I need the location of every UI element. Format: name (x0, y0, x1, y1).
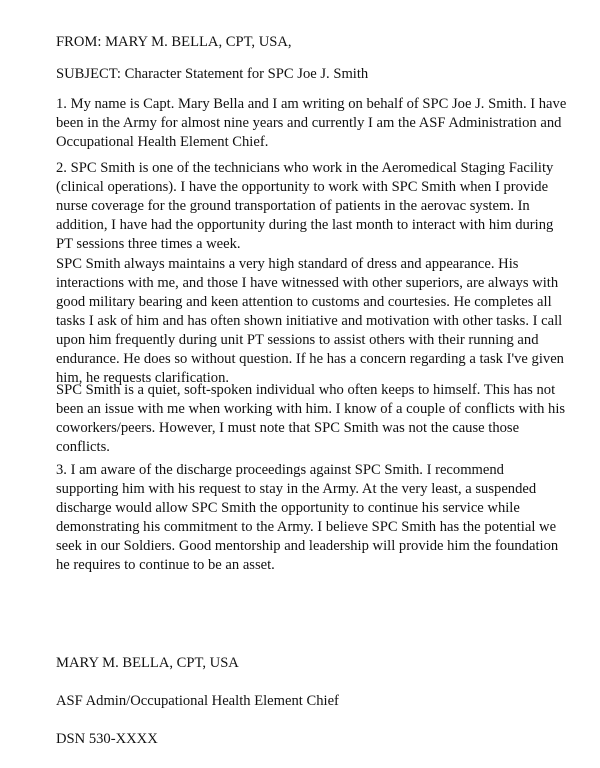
from-line: FROM: MARY M. BELLA, CPT, USA, (56, 34, 292, 50)
signature-name: MARY M. BELLA, CPT, USA (56, 655, 239, 671)
paragraph-personality: SPC Smith is a quiet, soft-spoken individual who often keeps to himself. This has not been an issue with me when working with him. I know of a couple of conflicts with his coworkers/peers. However, I must note that SPC Smith was not the cause those conflicts. (56, 382, 566, 455)
paragraph-conduct: SPC Smith always maintains a very high standard of dress and appearance. His interactions with me, and those I have witnessed with other superiors, are always with good military bearing and keen attention to customs and courtesies. He completes all tasks I ask of him and has often shown initiative and motivation with other tasks. I call upon him frequently during unit PT sessions to assist others with their running and endurance. He does so without question. If he has a concern regarding a task I've given him, he requests clarification. (56, 256, 564, 386)
signature-dsn: DSN 530-XXXX (56, 731, 158, 747)
paragraph-work-context: 2. SPC Smith is one of the technicians who work in the Aeromedical Staging Facility (clinical operations). I have the opportunity to work with SPC Smith when I provide nurse coverage for the ground transportation of patients in the aerovac system. In addition, I have had the opportunity during the last month to interact with him during PT sessions three times a week. (56, 160, 554, 252)
subject-line: SUBJECT: Character Statement for SPC Joe J. Smith (56, 66, 369, 82)
paragraph-recommendation: 3. I am aware of the discharge proceedings against SPC Smith. I recommend supporting him with his request to stay in the Army. At the very least, a suspended discharge would allow SPC Smith the opportunity to continue his service while demonstrating his commitment to the Army. I believe SPC Smith has the potential we seek in our Soldiers. Good mentorship and leadership will provide him the foundation he requires to continue to be an asset. (56, 462, 559, 573)
paragraph-introduction: 1. My name is Capt. Mary Bella and I am writing on behalf of SPC Joe J. Smith. I have been in the Army for almost nine years and currently I am the ASF Administration and Occupational Health Element Chief. (56, 96, 567, 150)
signature-block (56, 635, 576, 768)
signature-title: ASF Admin/Occupational Health Element Chief (56, 693, 339, 709)
